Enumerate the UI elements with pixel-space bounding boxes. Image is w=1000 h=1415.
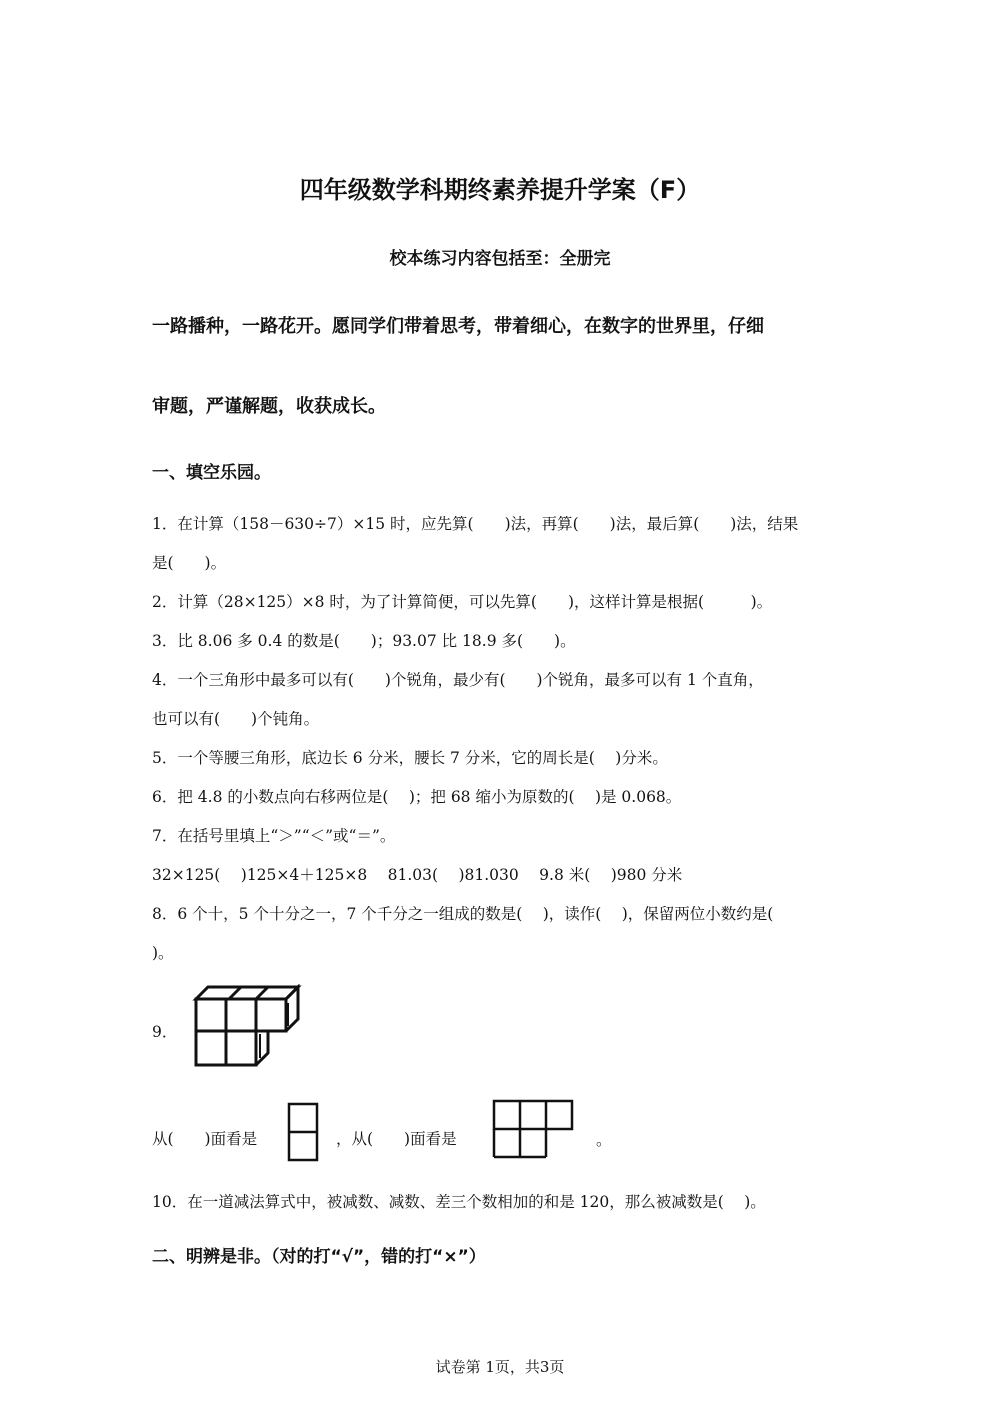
- motto-line-2: 审题，严谨解题，收获成长。: [152, 396, 386, 417]
- question-4-line-2: 也可以有( )个钝角。: [152, 710, 320, 728]
- section-1-heading: 一、填空乐园。: [152, 463, 271, 483]
- motto-line-1: 一路播种，一路花开。愿同学们带着思考，带着细心，在数字的世界里，仔细: [152, 316, 764, 337]
- question-9-end: 。: [596, 1131, 612, 1149]
- question-8-line-2: )。: [152, 944, 174, 962]
- page-title: 四年级数学科期终素养提升学案（F）: [299, 176, 701, 204]
- view-figure-l-shape: [490, 1097, 580, 1163]
- question-2: 2．计算（28×125）×8 时，为了计算简便，可以先算( )，这样计算是根据( )。: [152, 593, 773, 611]
- question-1-line-1: 1．在计算（158－630÷7）×15 时，应先算( )法，再算( )法，最后算( )法，结果: [152, 515, 799, 533]
- question-9-view-2-text: ，从( )面看是: [336, 1130, 457, 1148]
- question-8-line-1: 8．6 个十，5 个十分之一，7 个千分之一组成的数是( )，读作( )，保留两位小数约是(: [152, 905, 774, 923]
- section-2-heading: 二、明辨是非。（对的打“√”，错的打“×”）: [152, 1247, 486, 1267]
- question-7-comparisons: 32×125( )125×4＋125×8 81.03( )81.030 9.8 米( )980 分米: [152, 866, 683, 884]
- question-4-line-1: 4．一个三角形中最多可以有( )个锐角，最少有( )个锐角，最多可以有 1 个直角，: [152, 671, 764, 689]
- cube-stack-figure: [188, 984, 306, 1072]
- question-6: 6．把 4.8 的小数点向右移两位是( )；把 68 缩小为原数的( )是 0.068。: [152, 788, 682, 806]
- question-9-view-1-text: 从( )面看是: [152, 1130, 258, 1148]
- page-subtitle: 校本练习内容包括至：全册完: [389, 249, 611, 269]
- page-footer: 试卷第 1页，共3页: [435, 1358, 565, 1376]
- question-1-line-2: 是( )。: [152, 554, 227, 572]
- question-9-number: 9．: [152, 1023, 178, 1041]
- question-7: 7．在括号里填上“＞”“＜”或“＝”。: [152, 827, 396, 845]
- view-figure-column: [286, 1101, 320, 1163]
- question-3: 3．比 8.06 多 0.4 的数是( )；93.07 比 18.9 多( )。: [152, 632, 576, 650]
- question-5: 5．一个等腰三角形，底边长 6 分米，腰长 7 分米，它的周长是( )分米。: [152, 749, 668, 767]
- question-10: 10．在一道减法算式中，被减数、减数、差三个数相加的和是 120，那么被减数是( )。: [152, 1193, 766, 1211]
